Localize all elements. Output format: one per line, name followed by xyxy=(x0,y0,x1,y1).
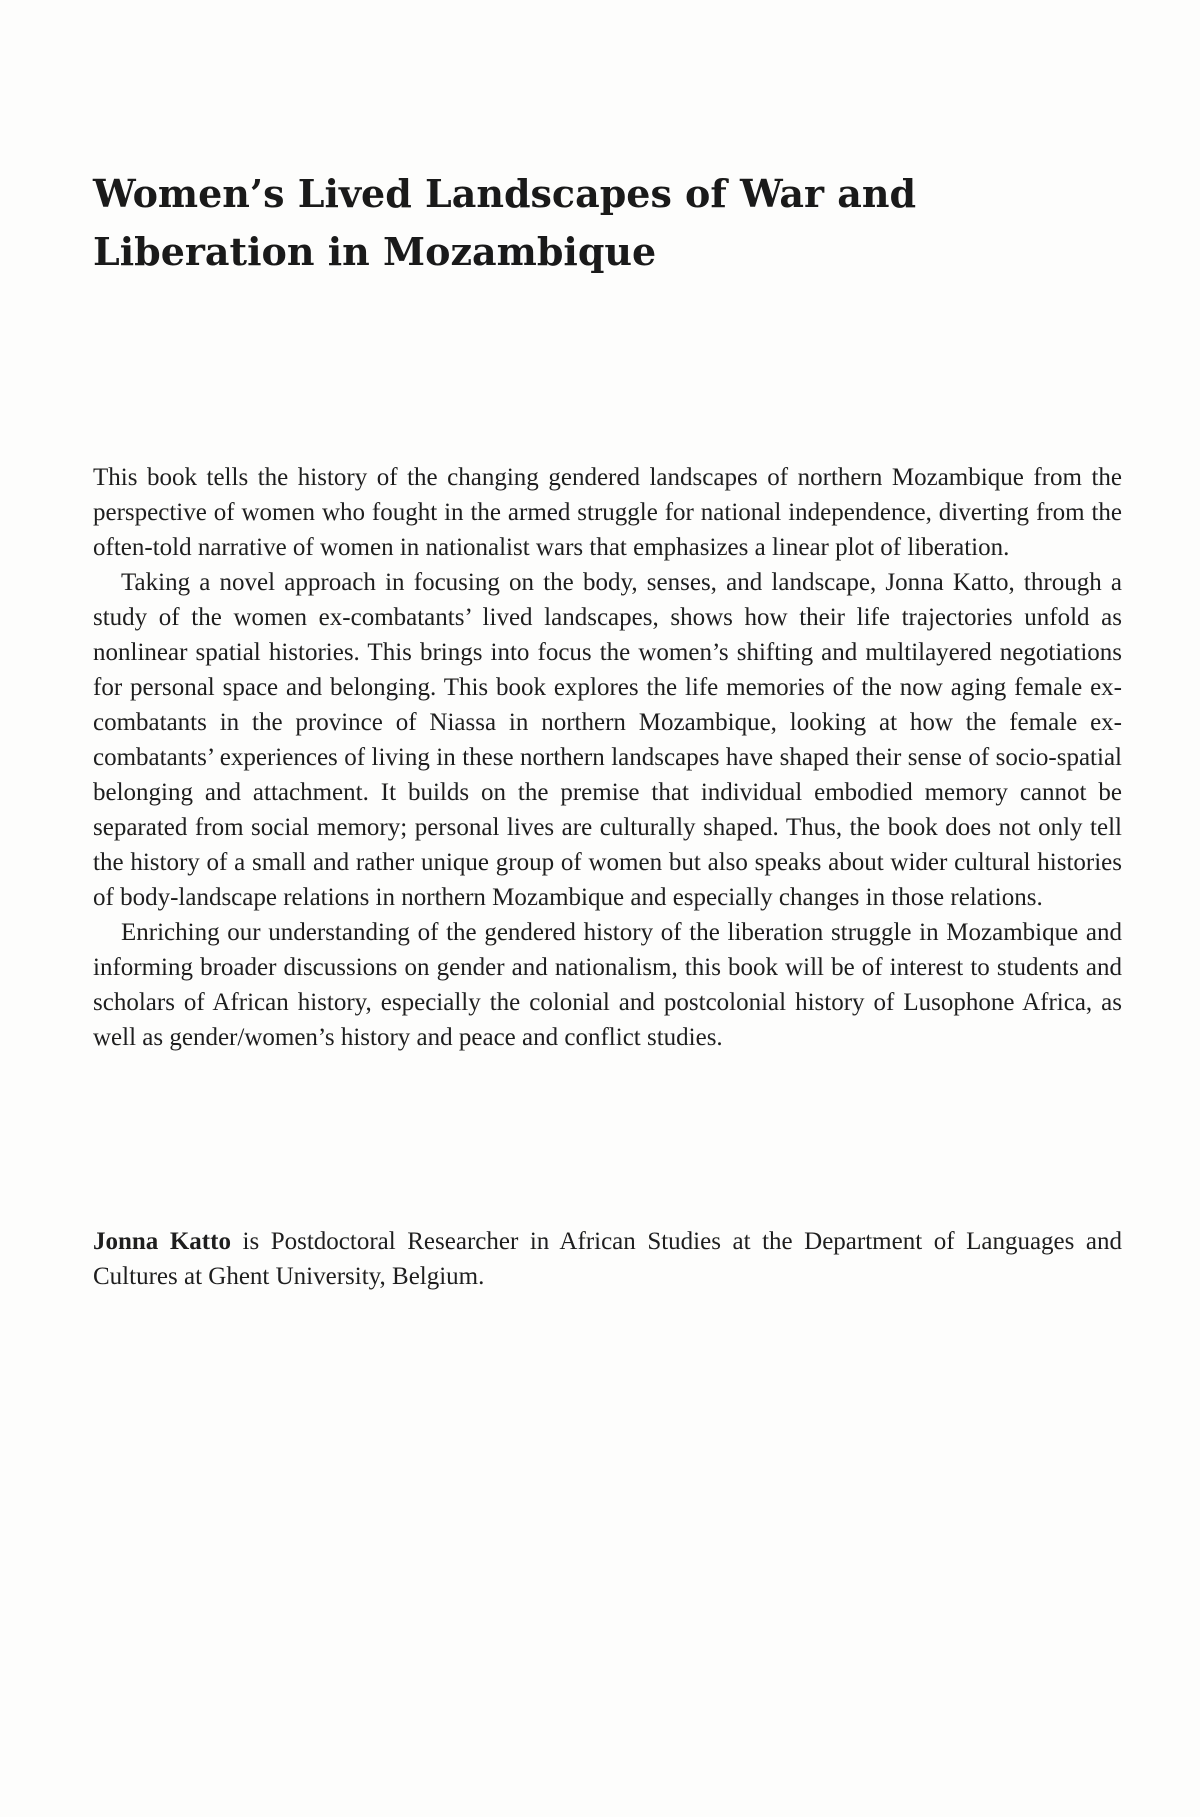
blurb-paragraph-1: This book tells the history of the changing gendered landscapes of northern Mozambique from the perspective of women who fought in the armed struggle for national independence, diverting from the often-told narrative of women in nationalist wars that emphasizes a linear plot of liberation. xyxy=(93,464,1122,561)
blurb-paragraph-2: Taking a novel approach in focusing on the body, senses, and landscape, Jonna Katto, through a study of the women ex-combatants’ lived landscapes, shows how their life trajectories unfold as nonlinear spatial histories. This brings into focus the women’s shifting and multilayered negotiations for personal space and belonging. This book explores the life memories of the now aging female ex-combatants in the province of Niassa in northern Mozambique, looking at how the female ex-combatants’ experiences of living in these northern landscapes have shaped their sense of socio-spatial belonging and attachment. It builds on the premise that individual embodied memory cannot be separated from social memory; personal lives are culturally shaped. Thus, the book does not only tell the history of a small and rather unique group of women but also speaks about wider cultural histories of body-landscape relations in northern Mozambique and especially changes in those relations. xyxy=(93,569,1122,911)
book-title: Women’s Lived Landscapes of War and Liberation in Mozambique xyxy=(93,171,917,274)
author-name: Jonna Katto xyxy=(93,1228,231,1255)
author-bio-text: is Postdoctoral Researcher in African Studies at the Department of Languages and Cultures at Ghent University, Belgium. xyxy=(93,1228,1122,1290)
blurb-paragraph-3: Enriching our understanding of the gendered history of the liberation struggle in Mozambique and informing broader discussions on gender and nationalism, this book will be of interest to students and scholars of African history, especially the colonial and postcolonial history of Lusophone Africa, as well as gender/women’s history and peace and conflict studies. xyxy=(93,919,1122,1051)
book-front-matter-page xyxy=(93,0,1122,1817)
author-bio xyxy=(93,1224,1122,1294)
book-blurb xyxy=(93,460,1122,1055)
